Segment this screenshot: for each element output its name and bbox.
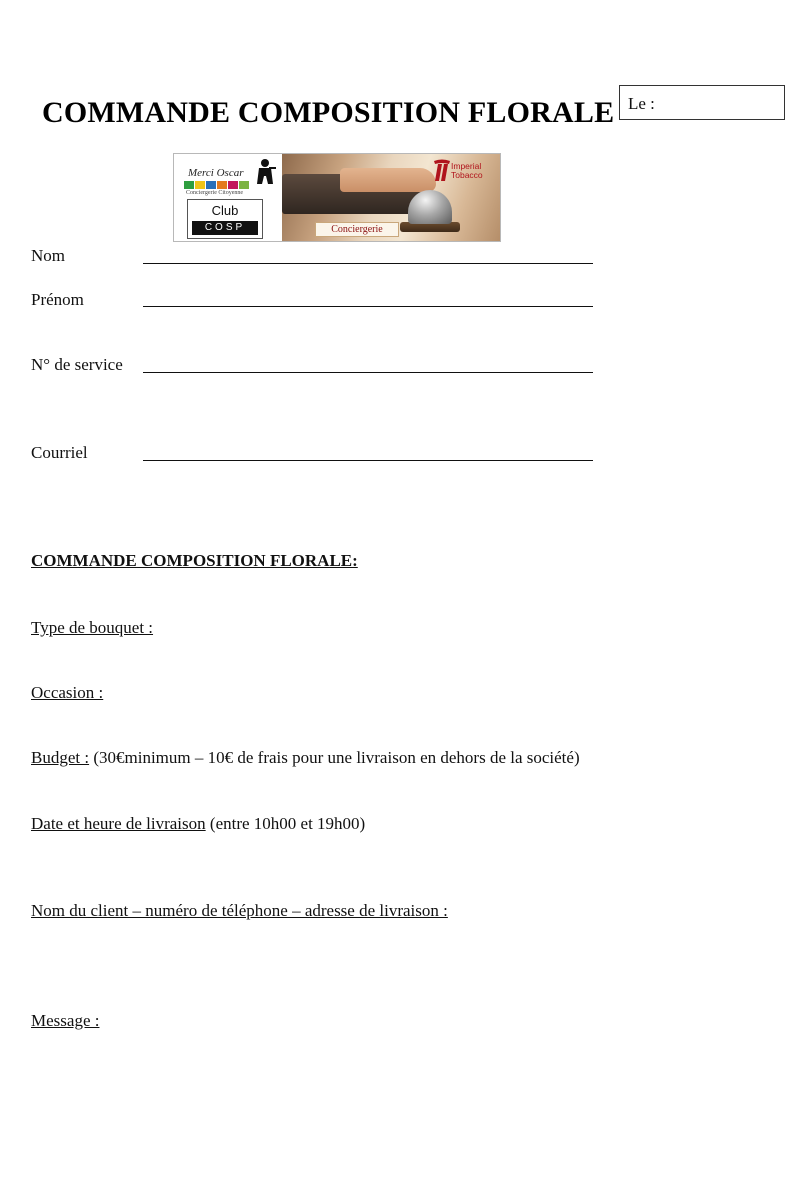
date-field[interactable]	[619, 85, 785, 120]
club-cosp-logo	[187, 199, 263, 239]
conciergerie-label: Conciergerie	[315, 222, 399, 237]
page-title: COMMANDE COMPOSITION FLORALE	[42, 96, 615, 129]
delivery-question	[31, 814, 365, 834]
sponsor-banner	[173, 153, 501, 242]
hand-shape	[340, 168, 436, 192]
client-question	[31, 901, 448, 921]
date-label: Le :	[628, 94, 655, 113]
delivery-label: Date et heure de livraison	[31, 814, 206, 833]
prenom-label: Prénom	[31, 290, 84, 309]
message-label: Message :	[31, 1011, 100, 1030]
concierge-bell-photo	[282, 154, 500, 241]
service-bell-icon	[408, 190, 452, 224]
budget-question	[31, 748, 580, 768]
delivery-note: (entre 10h00 et 19h00)	[205, 814, 366, 833]
budget-note: (30€minimum – 10€ de frais pour une livraison en dehors de la société)	[89, 748, 580, 767]
merci-oscar-club-logos	[174, 154, 282, 241]
nom-label: Nom	[31, 246, 65, 265]
merci-oscar-subtitle: Conciergerie Citoyenne	[186, 190, 244, 196]
merci-oscar-color-icons	[184, 181, 249, 189]
service-number-label: N° de service	[31, 355, 123, 374]
club-text: Club	[211, 203, 239, 218]
bouquet-type-label: Type de bouquet :	[31, 618, 154, 637]
nom-field[interactable]	[143, 263, 593, 264]
message-question	[31, 1011, 99, 1031]
cosp-text: COSP	[192, 221, 258, 235]
imperial-tobacco-text: Imperial Tobacco	[451, 161, 483, 180]
merci-oscar-logo-text: Merci Oscar	[188, 167, 244, 179]
client-label: Nom du client – numéro de téléphone – adresse de livraison :	[31, 901, 448, 920]
order-section-title: COMMANDE COMPOSITION FLORALE:	[31, 551, 358, 570]
courriel-label: Courriel	[31, 443, 88, 462]
occasion-question	[31, 683, 103, 703]
prenom-field[interactable]	[143, 306, 593, 307]
occasion-label: Occasion :	[31, 683, 104, 702]
imperial-tobacco-logo	[433, 159, 495, 189]
bouquet-type-question	[31, 618, 153, 638]
budget-label: Budget :	[31, 748, 90, 767]
courriel-field[interactable]	[143, 460, 593, 461]
service-number-field[interactable]	[143, 372, 593, 373]
imperial-tobacco-mark-icon	[433, 159, 451, 183]
waiter-icon	[254, 158, 276, 188]
